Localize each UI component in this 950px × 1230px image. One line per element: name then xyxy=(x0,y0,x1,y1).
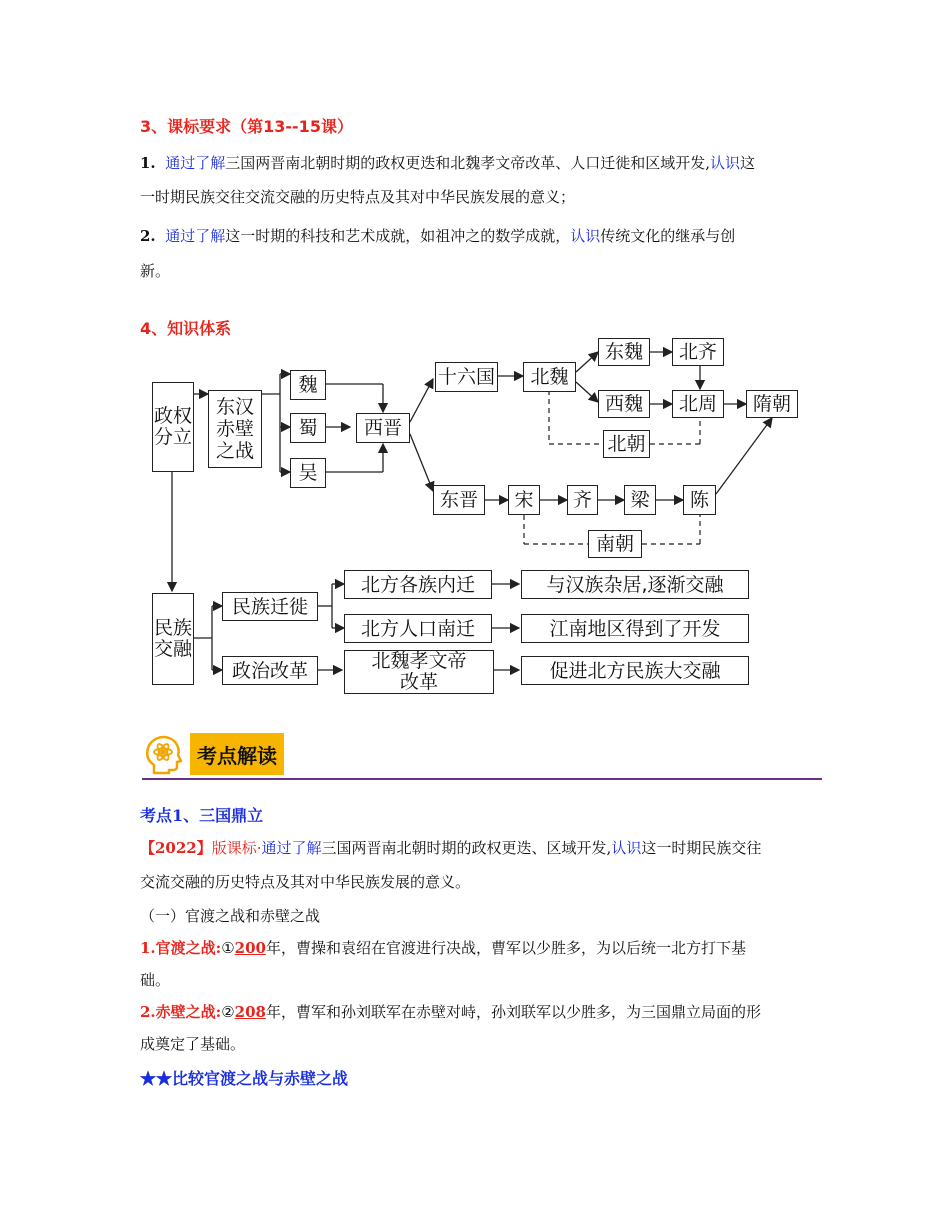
xiaowen-reform-line1: 北魏孝文帝 xyxy=(371,650,467,672)
chibi-line2: 成奠定了基础。 xyxy=(140,1035,246,1053)
box-northern-dynasties: 北朝 xyxy=(603,430,650,458)
req2-number: 2. xyxy=(140,227,156,245)
box-northern-qi: 北齐 xyxy=(672,338,724,366)
box-western-jin: 西晋 xyxy=(356,413,410,443)
chibi-text: 年，曹军和孙刘联军在赤壁对峙，孙刘联军以少胜多，为三国鼎立局面的形 xyxy=(265,1003,761,1021)
box-result-great-integration: 促进北方民族大交融 xyxy=(521,656,749,685)
guandu-line2: 础。 xyxy=(140,971,171,989)
requirement-2 xyxy=(140,226,735,246)
box-result-jiangnan: 江南地区得到了开发 xyxy=(521,614,749,643)
box-political-reform: 政治改革 xyxy=(222,656,318,685)
req-text-a: 三国两晋南北朝时期的政权更迭、区域开发, xyxy=(321,839,612,857)
knowledge-diagram xyxy=(150,334,800,693)
box-eastern-han-chibi: 东汉赤壁之战 xyxy=(208,390,262,468)
kaodian-req-line2: 交流交融的历史特点及其对中华民族发展的意义。 xyxy=(140,873,471,891)
req2-line2: 新。 xyxy=(140,262,171,280)
box-north-southward-migration: 北方人口南迁 xyxy=(344,614,492,643)
requirement-1 xyxy=(140,153,755,173)
box-eastern-jin: 东晋 xyxy=(433,485,485,515)
box-ethnic-integration: 民族交融 xyxy=(152,593,194,685)
box-north-inward-migration: 北方各族内迁 xyxy=(344,570,492,599)
box-political-division: 政权分立 xyxy=(152,382,194,472)
box-wu: 吴 xyxy=(290,458,326,488)
chibi-year: 208 xyxy=(234,1003,266,1021)
paragraph-chibi xyxy=(140,1002,761,1022)
guandu-year: 200 xyxy=(234,939,266,957)
box-northern-wei: 北魏 xyxy=(523,362,576,392)
req-verb: 认识 xyxy=(611,839,642,857)
box-xiaowen-reform xyxy=(344,650,494,694)
box-sui-dynasty: 隋朝 xyxy=(746,390,798,418)
req1-text-b: 这 xyxy=(740,154,756,172)
box-western-wei: 西魏 xyxy=(598,390,650,418)
subsection-heading: （一）官渡之战和赤壁之战 xyxy=(140,907,321,925)
box-liang: 梁 xyxy=(624,485,656,515)
chibi-label: 2.赤壁之战: xyxy=(140,1003,222,1021)
req-lead: 通过了解 xyxy=(261,839,322,857)
req1-lead: 通过了解 xyxy=(165,154,226,172)
req-year: 【2022】 xyxy=(140,839,212,857)
req2-text-a: 这一时期的科技和艺术成就，如祖冲之的数学成就， xyxy=(225,227,571,245)
section4-heading: 4、知识体系 xyxy=(140,319,232,338)
head-atom-icon xyxy=(142,733,186,777)
req2-lead: 通过了解 xyxy=(165,227,226,245)
box-qi: 齐 xyxy=(567,485,598,515)
guandu-marker: ① xyxy=(221,939,235,957)
guandu-text: 年，曹操和袁绍在官渡进行决战，曹军以少胜多，为以后统一北方打下基 xyxy=(265,939,746,957)
box-shu: 蜀 xyxy=(290,413,326,443)
box-ethnic-migration: 民族迁徙 xyxy=(222,592,318,621)
compare-heading: ★★比较官渡之战与赤壁之战 xyxy=(140,1069,349,1088)
box-result-mixed-living: 与汉族杂居,逐渐交融 xyxy=(521,570,749,599)
req-text-b: 这一时期民族交往 xyxy=(641,839,762,857)
box-northern-zhou: 北周 xyxy=(672,390,724,418)
req1-text-a: 三国两晋南北朝时期的政权更迭和北魏孝文帝改革、人口迁徙和区域开发, xyxy=(225,154,711,172)
guandu-label: 1.官渡之战: xyxy=(140,939,222,957)
xiaowen-reform-line2: 改革 xyxy=(399,671,438,693)
req2-verb: 认识 xyxy=(570,227,601,245)
req2-text-b: 传统文化的继承与创 xyxy=(600,227,736,245)
req1-verb: 认识 xyxy=(710,154,741,172)
paragraph-guandu xyxy=(140,938,746,958)
chibi-marker: ② xyxy=(221,1003,235,1021)
box-wei: 魏 xyxy=(290,370,326,400)
box-sixteen-kingdoms: 十六国 xyxy=(435,362,498,392)
banner-title: 考点解读 xyxy=(190,733,284,775)
kaodian-requirement xyxy=(140,838,761,858)
box-song: 宋 xyxy=(508,485,540,515)
req-label: 版课标· xyxy=(211,839,262,857)
banner-divider xyxy=(142,778,822,780)
box-chen: 陈 xyxy=(683,485,716,515)
kaodian-heading: 考点1、三国鼎立 xyxy=(140,806,264,825)
section3-heading: 3、课标要求（第13--15课） xyxy=(140,117,353,136)
req1-line2: 一时期民族交往交流交融的历史特点及其对中华民族发展的意义； xyxy=(140,188,576,206)
box-southern-dynasties: 南朝 xyxy=(588,530,642,558)
req1-number: 1. xyxy=(140,154,156,172)
box-eastern-wei: 东魏 xyxy=(598,338,650,366)
